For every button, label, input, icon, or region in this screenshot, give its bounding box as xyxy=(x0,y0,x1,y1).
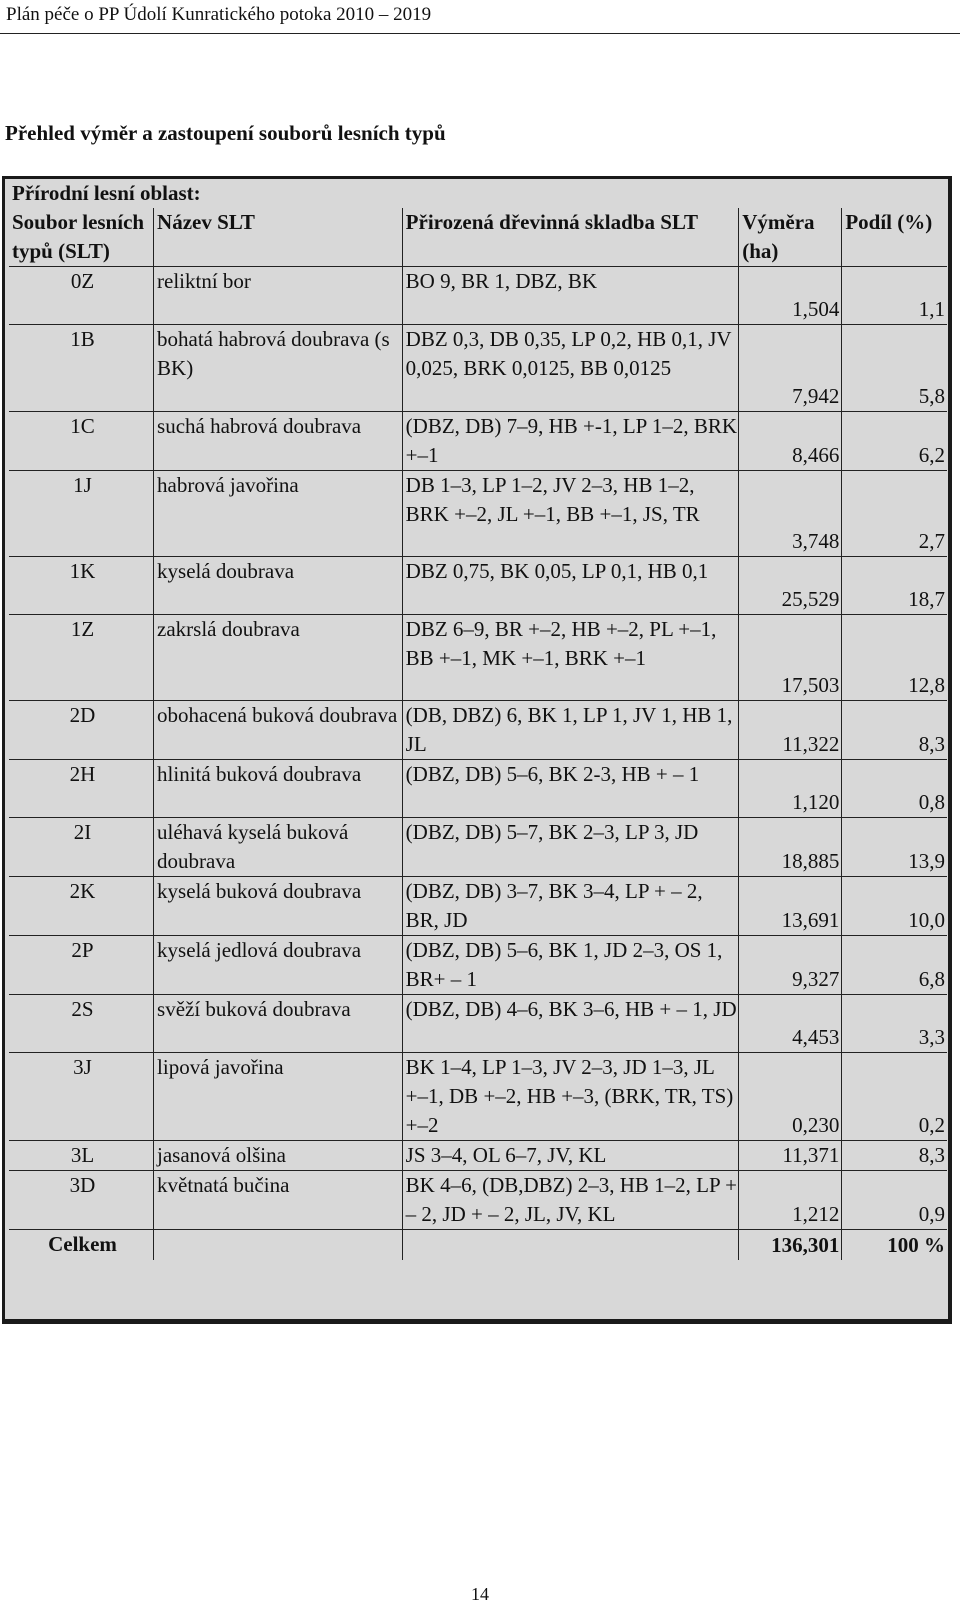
slt-code: 0Z xyxy=(9,267,154,325)
slt-share: 0,8 xyxy=(842,760,947,818)
slt-area: 11,371 xyxy=(739,1141,842,1171)
slt-composition: BO 9, BR 1, DBZ, BK xyxy=(402,267,739,325)
slt-name: svěží buková doubrava xyxy=(154,995,403,1053)
table-row xyxy=(9,557,947,615)
total-empty xyxy=(154,1230,403,1260)
table-row xyxy=(9,1141,947,1171)
slt-composition: (DBZ, DB) 4–6, BK 3–6, HB + – 1, JD xyxy=(402,995,739,1053)
total-row xyxy=(9,1230,947,1260)
slt-composition: DBZ 0,75, BK 0,05, LP 0,1, HB 0,1 xyxy=(402,557,739,615)
slt-table xyxy=(9,179,947,1260)
slt-area: 25,529 xyxy=(739,557,842,615)
slt-name: habrová javořina xyxy=(154,471,403,557)
slt-composition: BK 4–6, (DB,DBZ) 2–3, HB 1–2, LP + – 2, JD + – 2, JL, JV, KL xyxy=(402,1171,739,1230)
total-area: 136,301 xyxy=(739,1230,842,1260)
slt-composition: JS 3–4, OL 6–7, JV, KL xyxy=(402,1141,739,1171)
slt-name: kyselá doubrava xyxy=(154,557,403,615)
slt-code: 1K xyxy=(9,557,154,615)
slt-name: reliktní bor xyxy=(154,267,403,325)
slt-code: 2I xyxy=(9,818,154,877)
slt-code: 1C xyxy=(9,412,154,471)
slt-name: obohacená buková doubrava xyxy=(154,701,403,760)
total-label: Celkem xyxy=(48,1232,117,1256)
total-empty xyxy=(402,1230,739,1260)
slt-code: 2S xyxy=(9,995,154,1053)
header-row xyxy=(9,208,947,267)
slt-area: 1,212 xyxy=(739,1171,842,1230)
slt-area: 4,453 xyxy=(739,995,842,1053)
table-row xyxy=(9,1053,947,1141)
slt-code: 2H xyxy=(9,760,154,818)
slt-composition: (DBZ, DB) 5–6, BK 2-3, HB + – 1 xyxy=(402,760,739,818)
slt-area: 1,120 xyxy=(739,760,842,818)
slt-code: 1B xyxy=(9,325,154,412)
slt-share: 8,3 xyxy=(842,1141,947,1171)
table-row xyxy=(9,1171,947,1230)
table-row xyxy=(9,471,947,557)
slt-name: uléhavá kyselá buková doubrava xyxy=(154,818,403,877)
slt-area: 0,230 xyxy=(739,1053,842,1141)
slt-name: bohatá habrová doubrava (s BK) xyxy=(154,325,403,412)
slt-composition: (DBZ, DB) 3–7, BK 3–4, LP + – 2, BR, JD xyxy=(402,877,739,936)
slt-share: 5,8 xyxy=(842,325,947,412)
slt-share: 0,9 xyxy=(842,1171,947,1230)
page-number: 14 xyxy=(471,1584,489,1604)
header-divider xyxy=(0,33,960,34)
slt-share: 2,7 xyxy=(842,471,947,557)
slt-composition: DB 1–3, LP 1–2, JV 2–3, HB 1–2, BRK +–2, JL +–1, BB +–1, JS, TR xyxy=(402,471,739,557)
table-row xyxy=(9,760,947,818)
region-row xyxy=(9,179,947,208)
slt-name: lipová javořina xyxy=(154,1053,403,1141)
slt-share: 1,1 xyxy=(842,267,947,325)
table-row xyxy=(9,818,947,877)
slt-name: kyselá jedlová doubrava xyxy=(154,936,403,995)
slt-area: 3,748 xyxy=(739,471,842,557)
slt-composition: (DBZ, DB) 5–6, BK 1, JD 2–3, OS 1, BR+ – 1 xyxy=(402,936,739,995)
slt-share: 12,8 xyxy=(842,615,947,701)
slt-area: 1,504 xyxy=(739,267,842,325)
slt-name: jasanová olšina xyxy=(154,1141,403,1171)
slt-name: suchá habrová doubrava xyxy=(154,412,403,471)
slt-code: 1Z xyxy=(9,615,154,701)
slt-table-frame xyxy=(2,176,952,1324)
slt-share: 13,9 xyxy=(842,818,947,877)
slt-code: 1J xyxy=(9,471,154,557)
header-code: Soubor lesních typů (SLT) xyxy=(9,208,154,267)
slt-share: 10,0 xyxy=(842,877,947,936)
slt-composition: DBZ 0,3, DB 0,35, LP 0,2, HB 0,1, JV 0,025, BRK 0,0125, BB 0,0125 xyxy=(402,325,739,412)
slt-area: 8,466 xyxy=(739,412,842,471)
slt-name: květnatá bučina xyxy=(154,1171,403,1230)
table-row xyxy=(9,701,947,760)
header-composition: Přirozená dřevinná skladba SLT xyxy=(402,208,739,267)
slt-composition: DBZ 6–9, BR +–2, HB +–2, PL +–1, BB +–1, MK +–1, BRK +–1 xyxy=(402,615,739,701)
slt-code: 2D xyxy=(9,701,154,760)
slt-area: 7,942 xyxy=(739,325,842,412)
table-row xyxy=(9,267,947,325)
header-area: Výměra (ha) xyxy=(739,208,842,267)
slt-code: 2K xyxy=(9,877,154,936)
slt-share: 6,8 xyxy=(842,936,947,995)
slt-area: 13,691 xyxy=(739,877,842,936)
slt-name: kyselá buková doubrava xyxy=(154,877,403,936)
slt-share: 6,2 xyxy=(842,412,947,471)
table-row xyxy=(9,412,947,471)
table-row xyxy=(9,877,947,936)
slt-table-body xyxy=(9,179,947,1260)
total-share: 100 % xyxy=(842,1230,947,1260)
slt-share: 0,2 xyxy=(842,1053,947,1141)
slt-name: zakrslá doubrava xyxy=(154,615,403,701)
slt-code: 3D xyxy=(9,1171,154,1230)
slt-code: 3L xyxy=(9,1141,154,1171)
table-row xyxy=(9,325,947,412)
region-label: Přírodní lesní oblast: xyxy=(12,181,201,205)
slt-share: 3,3 xyxy=(842,995,947,1053)
slt-area: 18,885 xyxy=(739,818,842,877)
slt-composition: (DBZ, DB) 5–7, BK 2–3, LP 3, JD xyxy=(402,818,739,877)
running-header: Plán péče o PP Údolí Kunratického potoka 2010 – 2019 xyxy=(6,4,432,25)
slt-area: 11,322 xyxy=(739,701,842,760)
slt-area: 17,503 xyxy=(739,615,842,701)
table-row xyxy=(9,936,947,995)
slt-area: 9,327 xyxy=(739,936,842,995)
slt-code: 3J xyxy=(9,1053,154,1141)
slt-code: 2P xyxy=(9,936,154,995)
slt-composition: (DB, DBZ) 6, BK 1, LP 1, JV 1, HB 1, JL xyxy=(402,701,739,760)
header-name: Název SLT xyxy=(154,208,403,267)
table-row xyxy=(9,615,947,701)
slt-share: 8,3 xyxy=(842,701,947,760)
slt-composition: (DBZ, DB) 7–9, HB +-1, LP 1–2, BRK +–1 xyxy=(402,412,739,471)
slt-composition: BK 1–4, LP 1–3, JV 2–3, JD 1–3, JL +–1, DB +–2, HB +–3, (BRK, TR, TS) +–2 xyxy=(402,1053,739,1141)
table-row xyxy=(9,995,947,1053)
header-share: Podíl (%) xyxy=(842,208,947,267)
slt-name: hlinitá buková doubrava xyxy=(154,760,403,818)
section-title: Přehled výměr a zastoupení souborů lesních typů xyxy=(5,121,446,145)
slt-share: 18,7 xyxy=(842,557,947,615)
